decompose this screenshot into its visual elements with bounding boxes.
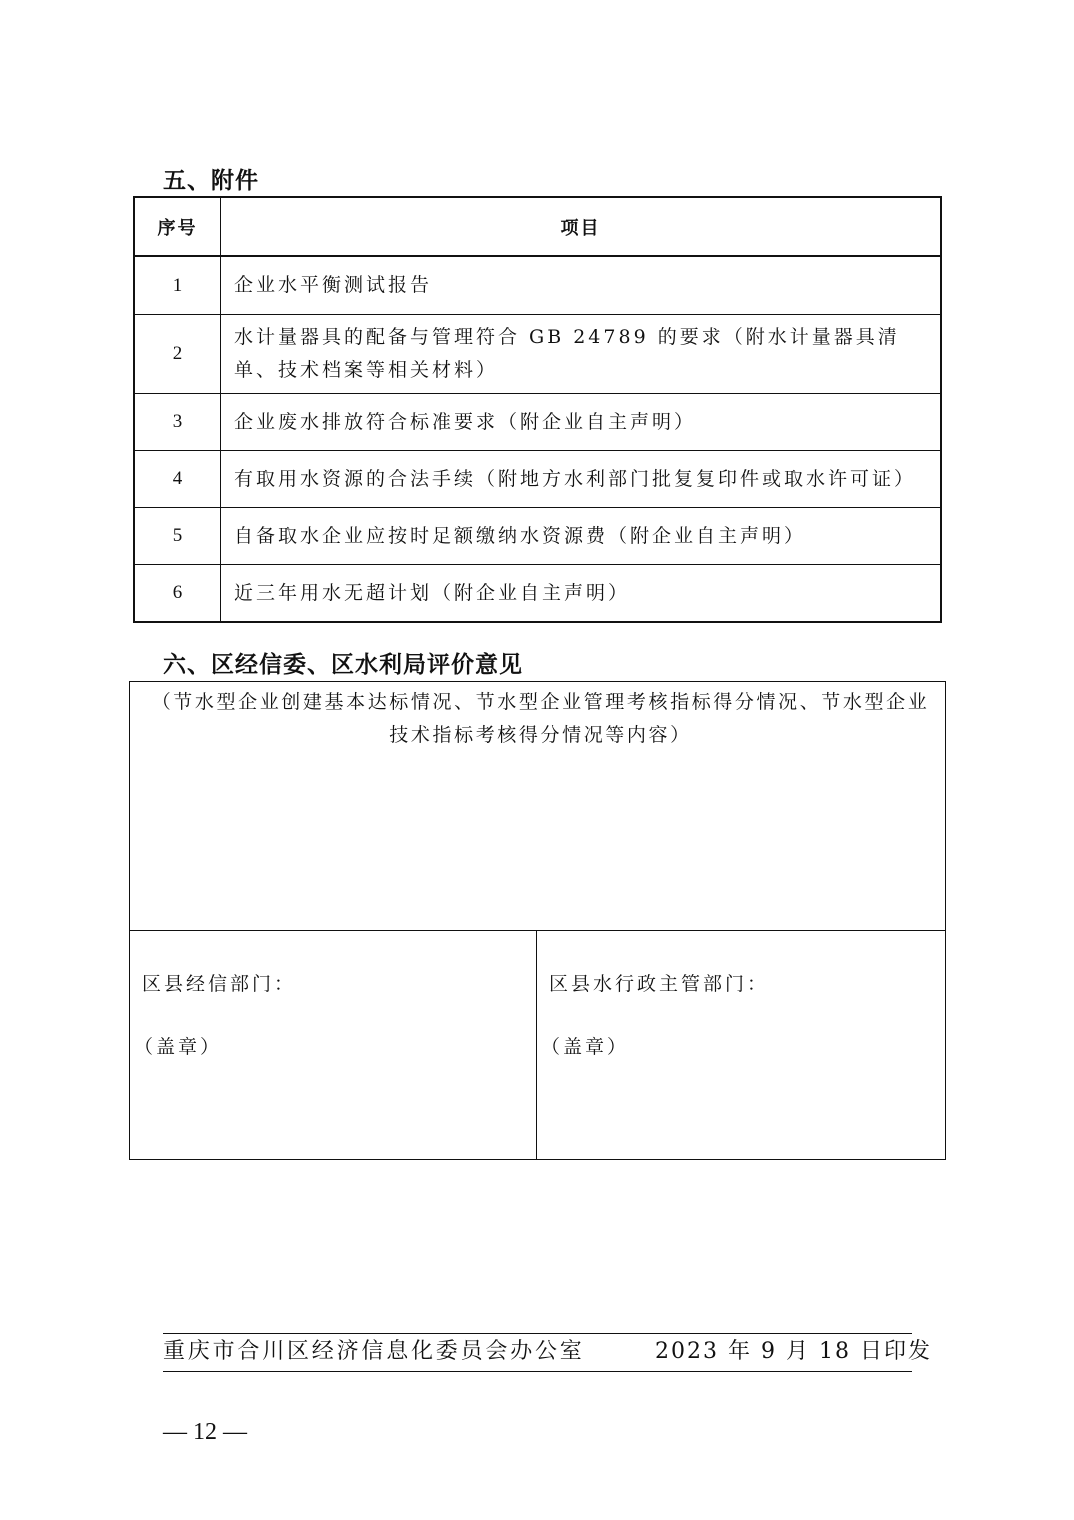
footer-divider-top [163, 1333, 912, 1334]
attachments-table [133, 196, 942, 623]
header-item: 项目 [221, 197, 942, 256]
footer-issuer: 重庆市合川区经济信息化委员会办公室 [163, 1339, 585, 1364]
econ-dept-signoff [130, 931, 537, 1159]
row-number: 5 [134, 508, 221, 565]
row-number: 3 [134, 394, 221, 451]
row-item: 企业废水排放符合标准要求（附企业自主声明） [221, 394, 942, 451]
row-item: 有取用水资源的合法手续（附地方水利部门批复复印件或取水许可证） [221, 451, 942, 508]
row-item: 水计量器具的配备与管理符合 GB 24789 的要求（附水计量器具清单、技术档案等相关材料） [221, 315, 942, 394]
table-row [134, 508, 941, 565]
water-dept-signoff [537, 931, 945, 1159]
row-number: 6 [134, 565, 221, 623]
econ-dept-seal: （盖章） [134, 1036, 223, 1058]
footer-date: 2023 年 9 月 18 日印发 [655, 1339, 932, 1364]
section-6-heading: 六、区经信委、区水利局评价意见 [163, 652, 523, 678]
page-number: — 12 — [163, 1419, 247, 1445]
table-header-row [134, 197, 941, 256]
evaluation-note-area [130, 682, 945, 931]
footer-divider-bottom [163, 1371, 912, 1372]
row-item: 自备取水企业应按时足额缴纳水资源费（附企业自主声明） [221, 508, 942, 565]
row-item: 近三年用水无超计划（附企业自主声明） [221, 565, 942, 623]
water-dept-label: 区县水行政主管部门： [549, 973, 770, 995]
row-number: 4 [134, 451, 221, 508]
table-row [134, 394, 941, 451]
econ-dept-label: 区县经信部门： [142, 973, 297, 995]
row-number: 2 [134, 315, 221, 394]
row-item: 企业水平衡测试报告 [221, 256, 942, 315]
row-number: 1 [134, 256, 221, 315]
table-row [134, 315, 941, 394]
water-dept-seal: （盖章） [541, 1036, 630, 1058]
table-row [134, 565, 941, 623]
evaluation-box [129, 681, 946, 1160]
table-row [134, 451, 941, 508]
section-5-heading: 五、附件 [163, 168, 259, 194]
table-row [134, 256, 941, 315]
header-no: 序号 [134, 197, 221, 256]
evaluation-note: （节水型企业创建基本达标情况、节水型企业管理考核指标得分情况、节水型企业技术指标考核得分情况等内容） [151, 691, 930, 746]
